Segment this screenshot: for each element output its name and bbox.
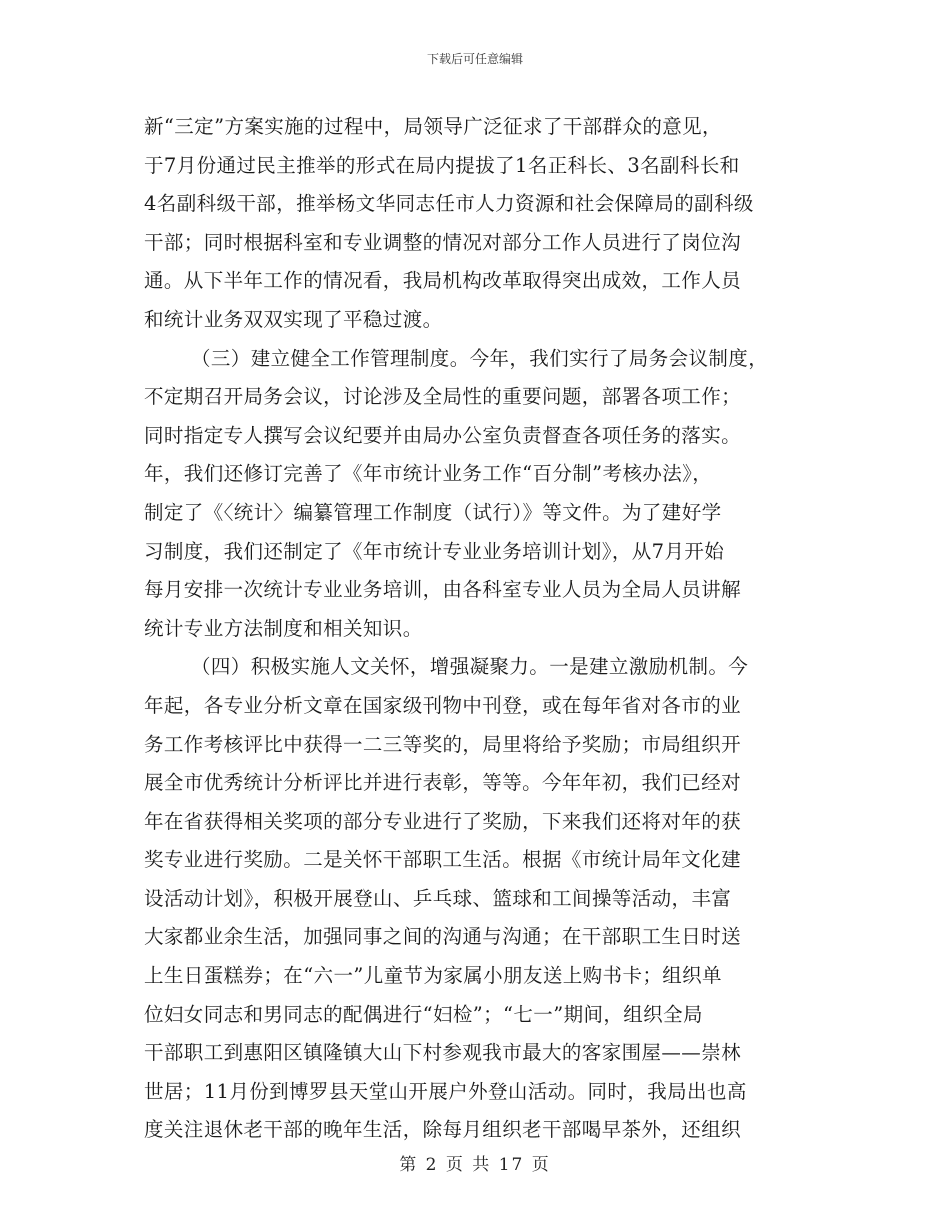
text-line: 务工作考核评比中获得一二三等奖的，局里将给予奖励；市局组织开 xyxy=(144,732,742,756)
text-line: 展全市优秀统计分析评比并进行表彰，等等。今年年初，我们已经对 xyxy=(144,771,742,795)
text-line: 新“三定”方案实施的过程中，局领导广泛征求了干部群众的意见， xyxy=(144,115,722,138)
document-body xyxy=(144,108,810,1150)
text-line: 通。从下半年工作的情况看，我局机构改革取得突出成效，工作人员 xyxy=(144,269,742,293)
text-line: 干部职工到惠阳区镇隆镇大山下村参观我市最大的客家围屋——崇林 xyxy=(144,1041,742,1065)
text-line: 位妇女同志和男同志的配偶进行“妇检”；“七一”期间，组织全局 xyxy=(144,1002,703,1026)
text-line: 每月安排一次统计专业业务培训，由各科室专业人员为全局人员讲解 xyxy=(144,578,742,602)
text-line: 世居；11月份到博罗县天堂山开展户外登山活动。同时，我局出也高 xyxy=(144,1079,747,1103)
page-number-footer: 第 2 页 共 17 页 xyxy=(399,1155,551,1175)
text-line: 不定期召开局务会议，讨论涉及全局性的重要问题，部署各项工作； xyxy=(144,385,742,409)
text-line: 设活动计划》，积极开展登山、乒乓球、篮球和工间操等活动，丰富 xyxy=(144,886,732,910)
text-line: 大家都业余生活，加强同事之间的沟通与沟通；在干部职工生日时送 xyxy=(144,925,742,949)
text-line: 制定了《〈统计〉编纂管理工作制度（试行）》等文件。为了建好学 xyxy=(144,500,722,524)
text-line: 4名副科级干部，推举杨文华同志任市人力资源和社会保障局的副科级 xyxy=(144,192,754,216)
text-line: 年在省获得相关奖项的部分专业进行了奖励，下来我们还将对年的获 xyxy=(144,809,742,833)
page-header: 下载后可任意编辑 xyxy=(426,52,523,66)
text-line: 年，我们还修订完善了《年市统计业务工作“百分制”考核办法》， xyxy=(144,462,713,486)
text-line: 习制度，我们还制定了《年市统计专业业务培训计划》，从7月开始 xyxy=(144,539,725,563)
text-line: 同时指定专人撰写会议纪要并由局办公室负责督查各项任务的落实。 xyxy=(144,423,742,447)
text-line: 干部；同时根据科室和专业调整的情况对部分工作人员进行了岗位沟 xyxy=(144,230,742,254)
text-line: 于7月份通过民主推举的形式在局内提拔了1名正科长、3名副科长和 xyxy=(144,153,740,177)
text-line: 统计专业方法制度和相关知识。 xyxy=(144,616,423,640)
text-line: 度关注退休老干部的晚年生活，除每月组织老干部喝早茶外，还组织 xyxy=(144,1118,742,1142)
section-four-heading-line: （四）积极实施人文关怀，增强凝聚力。一是建立激励机制。今 xyxy=(191,655,749,679)
text-line: 奖专业进行奖励。二是关怀干部职工生活。根据《市统计局年文化建 xyxy=(144,848,742,872)
text-line: 年起，各专业分析文章在国家级刊物中刊登，或在每年省对各市的业 xyxy=(144,693,742,717)
text-line: 上生日蛋糕券；在“六一”儿童节为家属小朋友送上购书卡；组织单 xyxy=(144,964,722,988)
section-three-heading-line: （三）建立健全工作管理制度。今年，我们实行了局务会议制度， xyxy=(191,346,769,370)
text-line: 和统计业务双双实现了平稳过渡。 xyxy=(144,307,443,331)
